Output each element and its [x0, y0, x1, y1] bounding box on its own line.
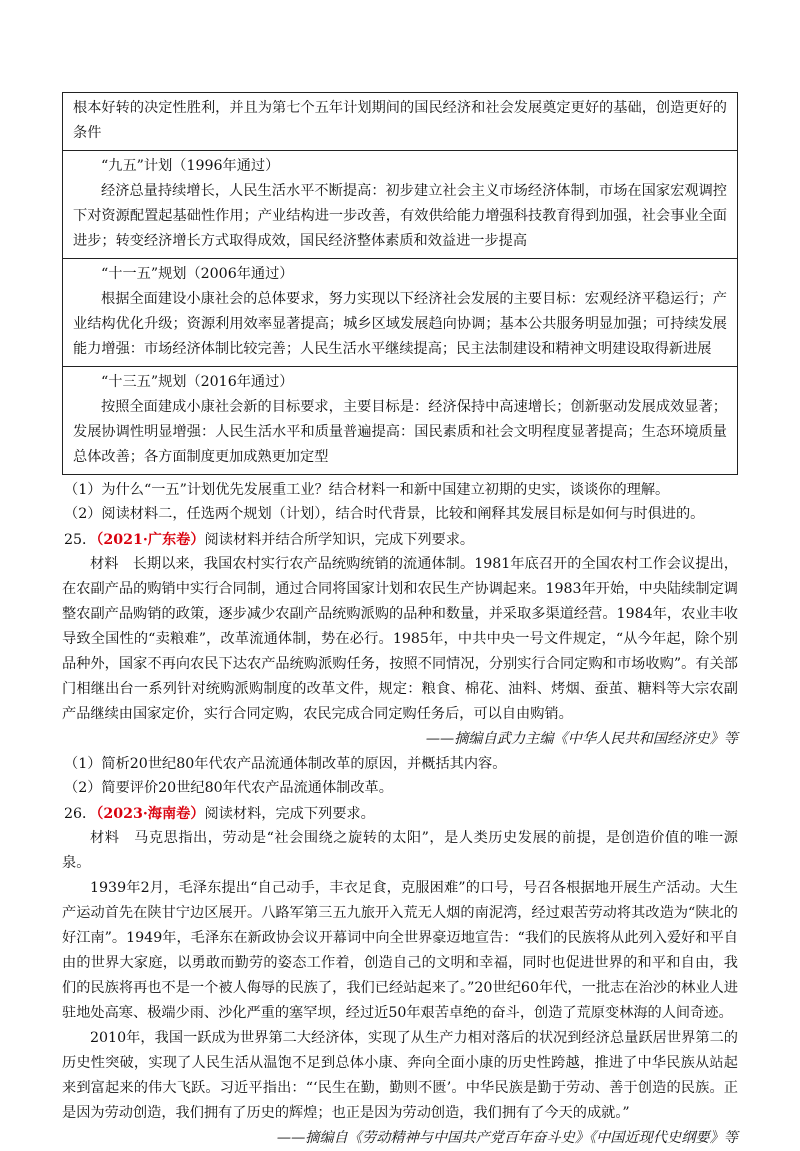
page-content	[62, 92, 738, 1151]
q25-instruction: 阅读材料并结合所学知识，完成下列要求。	[204, 532, 475, 548]
q25-citation: ——摘编自武力主编《中华人民共和国经济史》等	[425, 731, 738, 747]
q25-header	[62, 528, 738, 552]
q26-material-p3: 2010年，我国一跃成为世界第二大经济体，实现了从生产力相对落后的状况到经济总量跃居世界第二的历史性突破，实现了人民生活从温饱不足到总体小康、奔向全面小康的历史性跨越，推进了中华民族从站起来到富起来的伟大飞跃。习近平指出：“‘民生在勤，勤则不匮’。中华民族是勤于劳动、善于创造的民族。正是因为劳动创造，我们拥有了历史的辉煌；也正是因为劳动创造，我们拥有了今天的成就。”	[62, 1030, 738, 1121]
q25-sub2: （2）简要评价20世纪80年代农产品流通体制改革。	[64, 780, 393, 796]
q26-number: 26．	[64, 806, 97, 822]
row-text: 经济总量持续增长，人民生活水平不断提高：初步建立社会主义市场经济体制，市场在国家宏观调控下对资源配置起基础性作用；产业结构进一步改善，有效供给能力增强科技教育得到加强，社会事业全面进步；转变经济增长方式取得成效，国民经济整体素质和效益进一步提高	[73, 183, 727, 249]
table-row	[62, 367, 738, 475]
q26-source: （2023·海南卷）	[96, 806, 205, 822]
q25-material: 材料 长期以来，我国农村实行农产品统购统销的流通体制。1981年底召开的全国农村工作会议提出，在农副产品的购销中实行合同制，通过合同将国家计划和农民生产协调起来。1983年开始，中央陆续制定调整农副产品购销的政策，逐步减少农副产品统购派购的品种和数量，并采取多渠道经营。1984年，农业丰收导致全国性的“卖粮难”，改革流通体制，势在必行。1985年，中共中央一号文件规定，“从今年起，除个别品种外，国家不再向农民下达农产品统购派购任务，按照不同情况，分别实行合同定购和市场收购”。有关部门相继出台一系列针对统购派购制度的改革文件，规定：粮食、棉花、油料、烤烟、蚕茧、糖料等大宗农副产品继续由国家定价，实行合同定购，农民完成合同定购任务后，可以自由购销。	[62, 556, 738, 722]
q26-material-p1: 材料 马克思指出，劳动是“社会围绕之旋转的太阳”，是人类历史发展的前提，是创造价值的唯一源泉。	[62, 830, 738, 871]
q26-material-p2: 1939年2月，毛泽东提出“自己动手，丰衣足食，克服困难”的口号，号召各根据地开展生产活动。大生产运动首先在陕甘宁边区展开。八路军第三五九旅开入荒无人烟的南泥湾，经过艰苦劳动将其改造为“陕北的好江南”。1949年，毛泽东在新政协会议开幕词中向全世界豪迈地宣告：“我们的民族将从此列入爱好和平自由的世界大家庭，以勇敢而勤劳的姿态工作着，创造自己的文明和幸福，同时也促进世界的和平和自由，我们的民族将再也不是一个被人侮辱的民族了，我们已经站起来了。”20世纪60年代，一批志在治沙的林业人进驻地处高寒、极端少雨、沙化严重的塞罕坝，经过近50年艰苦卓绝的奋斗，创造了荒原变林海的人间奇迹。	[62, 880, 738, 1021]
q25-sub1: （1）简析20世纪80年代农产品流通体制改革的原因，并概括其内容。	[64, 756, 507, 772]
row-title: “十一五”规划（2006年通过）	[101, 266, 294, 282]
q26-citation: ——摘编自《劳动精神与中国共产党百年奋斗史》《中国近现代史纲要》等	[276, 1130, 738, 1146]
q25-source: （2021·广东卷）	[96, 532, 205, 548]
q26-instruction: 阅读材料，完成下列要求。	[204, 806, 375, 822]
row-title: “九五”计划（1996年通过）	[101, 158, 280, 174]
row-text: 根本好转的决定性胜利，并且为第七个五年计划期间的国民经济和社会发展奠定更好的基础，创造更好的条件	[73, 100, 727, 141]
q25-number: 25．	[64, 532, 97, 548]
table-row	[62, 259, 738, 367]
row-title: “十三五”规划（2016年通过）	[101, 374, 294, 390]
q24-sub1: （1）为什么“一五”计划优先发展重工业？结合材料一和新中国建立初期的史实，谈谈你的理解。	[64, 482, 670, 498]
q26-header	[62, 802, 738, 826]
row-text: 按照全面建成小康社会新的目标要求，主要目标是：经济保持中高速增长；创新驱动发展成效显著；发展协调性明显增强：人民生活水平和质量普遍提高：国民素质和社会文明程度显著提高；生态环境质量总体改善；各方面制度更加成熟更加定型	[73, 399, 727, 465]
q24-sub2: （2）阅读材料二，任选两个规划（计划），结合时代背景，比较和阐释其发展目标是如何与时俱进的。	[64, 506, 705, 522]
table-row	[62, 151, 738, 259]
row-text: 根据全面建设小康社会的总体要求，努力实现以下经济社会发展的主要目标：宏观经济平稳运行；产业结构优化升级；资源利用效率显著提高；城乡区域发展趋向协调；基本公共服务明显加强；可持续发展能力增强：市场经济体制比较完善；人民生活水平继续提高；民主法制建设和精神文明建设取得新进展	[73, 291, 727, 357]
table-row	[62, 92, 738, 151]
